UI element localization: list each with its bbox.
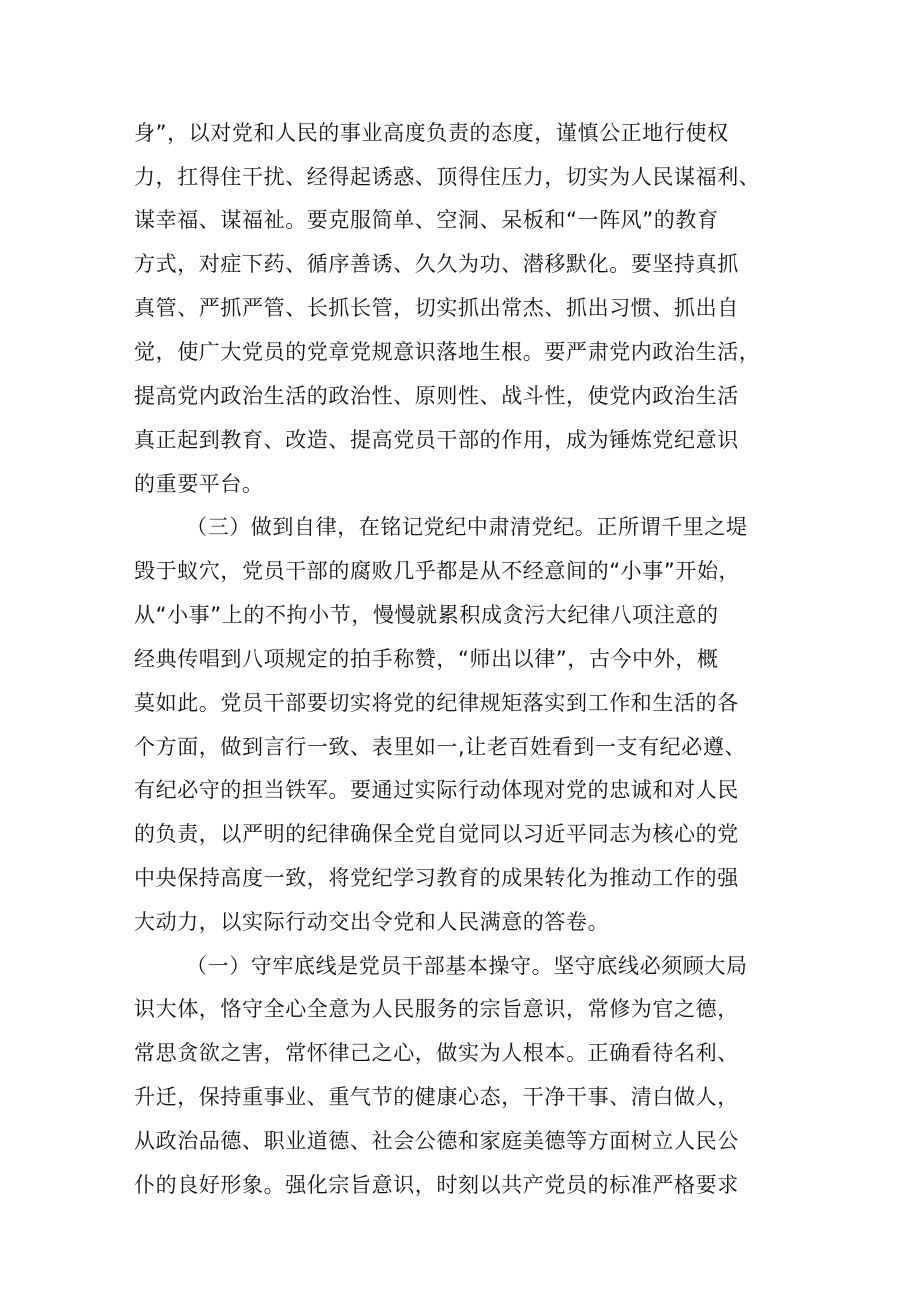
text-line: 谋幸福、谋福祉。要克服简单、空洞、呆板和“一阵风”的教育 xyxy=(134,208,719,232)
text-line: （三）做到自律，在铭记党纪中肃清党纪。正所谓千里之堤 xyxy=(186,515,748,539)
text-line: 力，扛得住干扰、经得起诱惑、顶得住压力，切实为人民谋福利、 xyxy=(134,165,761,189)
text-line: 从政治品德、职业道德、社会公德和家庭美德等方面树立人民公 xyxy=(134,1129,739,1153)
text-line: 毁于蚁穴，党员干部的腐败几乎都是从不经意间的“小事”开始， xyxy=(134,559,741,583)
text-line: 提高党内政治生活的政治性、原则性、战斗性，使党内政治生活 xyxy=(134,384,739,408)
text-line: 识大体，恪守全心全意为人民服务的宗旨意识，常修为官之德， xyxy=(134,997,739,1021)
text-line: 真管、严抓严管、长抓长管，切实抓出常杰、抓出习惯、抓出自 xyxy=(134,296,739,320)
text-line: 个方面，做到言行一致、表里如一,让老百姓看到一支有纪必遵、 xyxy=(134,735,747,759)
text-line: 从“小事”上的不拘小节，慢慢就累积成贪污大纪律八项注意的 xyxy=(134,603,719,627)
text-line: 经典传唱到八项规定的拍手称赞，“师出以律”，古今中外，概 xyxy=(134,647,719,671)
text-line: 觉，使广大党员的党章党规意识落地生根。要严肃党内政治生活， xyxy=(134,340,761,364)
text-line: 的负责，以严明的纪律确保全党自觉同以习近平同志为核心的党 xyxy=(134,822,739,846)
text-line: 大动力，以实际行动交出令党和人民满意的答卷。 xyxy=(134,910,610,934)
text-line: 常思贪欲之害，常怀律己之心，做实为人根本。正确看待名利、 xyxy=(134,1041,739,1065)
text-line: 莫如此。党员干部要切实将党的纪律规矩落实到工作和生活的各 xyxy=(134,691,739,715)
text-line: 方式，对症下药、循序善诱、久久为功、潜移默化。要坚持真抓 xyxy=(134,252,739,276)
text-line: 的重要平台。 xyxy=(134,472,264,496)
text-line: 中央保持高度一致，将党纪学习教育的成果转化为推动工作的强 xyxy=(134,866,739,890)
text-line: 仆的良好形象。强化宗旨意识，时刻以共产党员的标准严格要求 xyxy=(134,1173,739,1197)
text-line: 升迁，保持重事业、重气节的健康心态，干净干事、清白做人， xyxy=(134,1085,739,1109)
text-line: 身”，以对党和人民的事业高度负责的态度，谨慎公正地行使权 xyxy=(134,121,729,145)
text-line: 有纪必守的担当铁军。要通过实际行动体现对党的忠诚和对人民 xyxy=(134,778,739,802)
text-line: （一）守牢底线是党员干部基本操守。坚守底线必须顾大局 xyxy=(186,954,748,978)
text-line: 真正起到教育、改造、提高党员干部的作用，成为锤炼党纪意识 xyxy=(134,428,739,452)
